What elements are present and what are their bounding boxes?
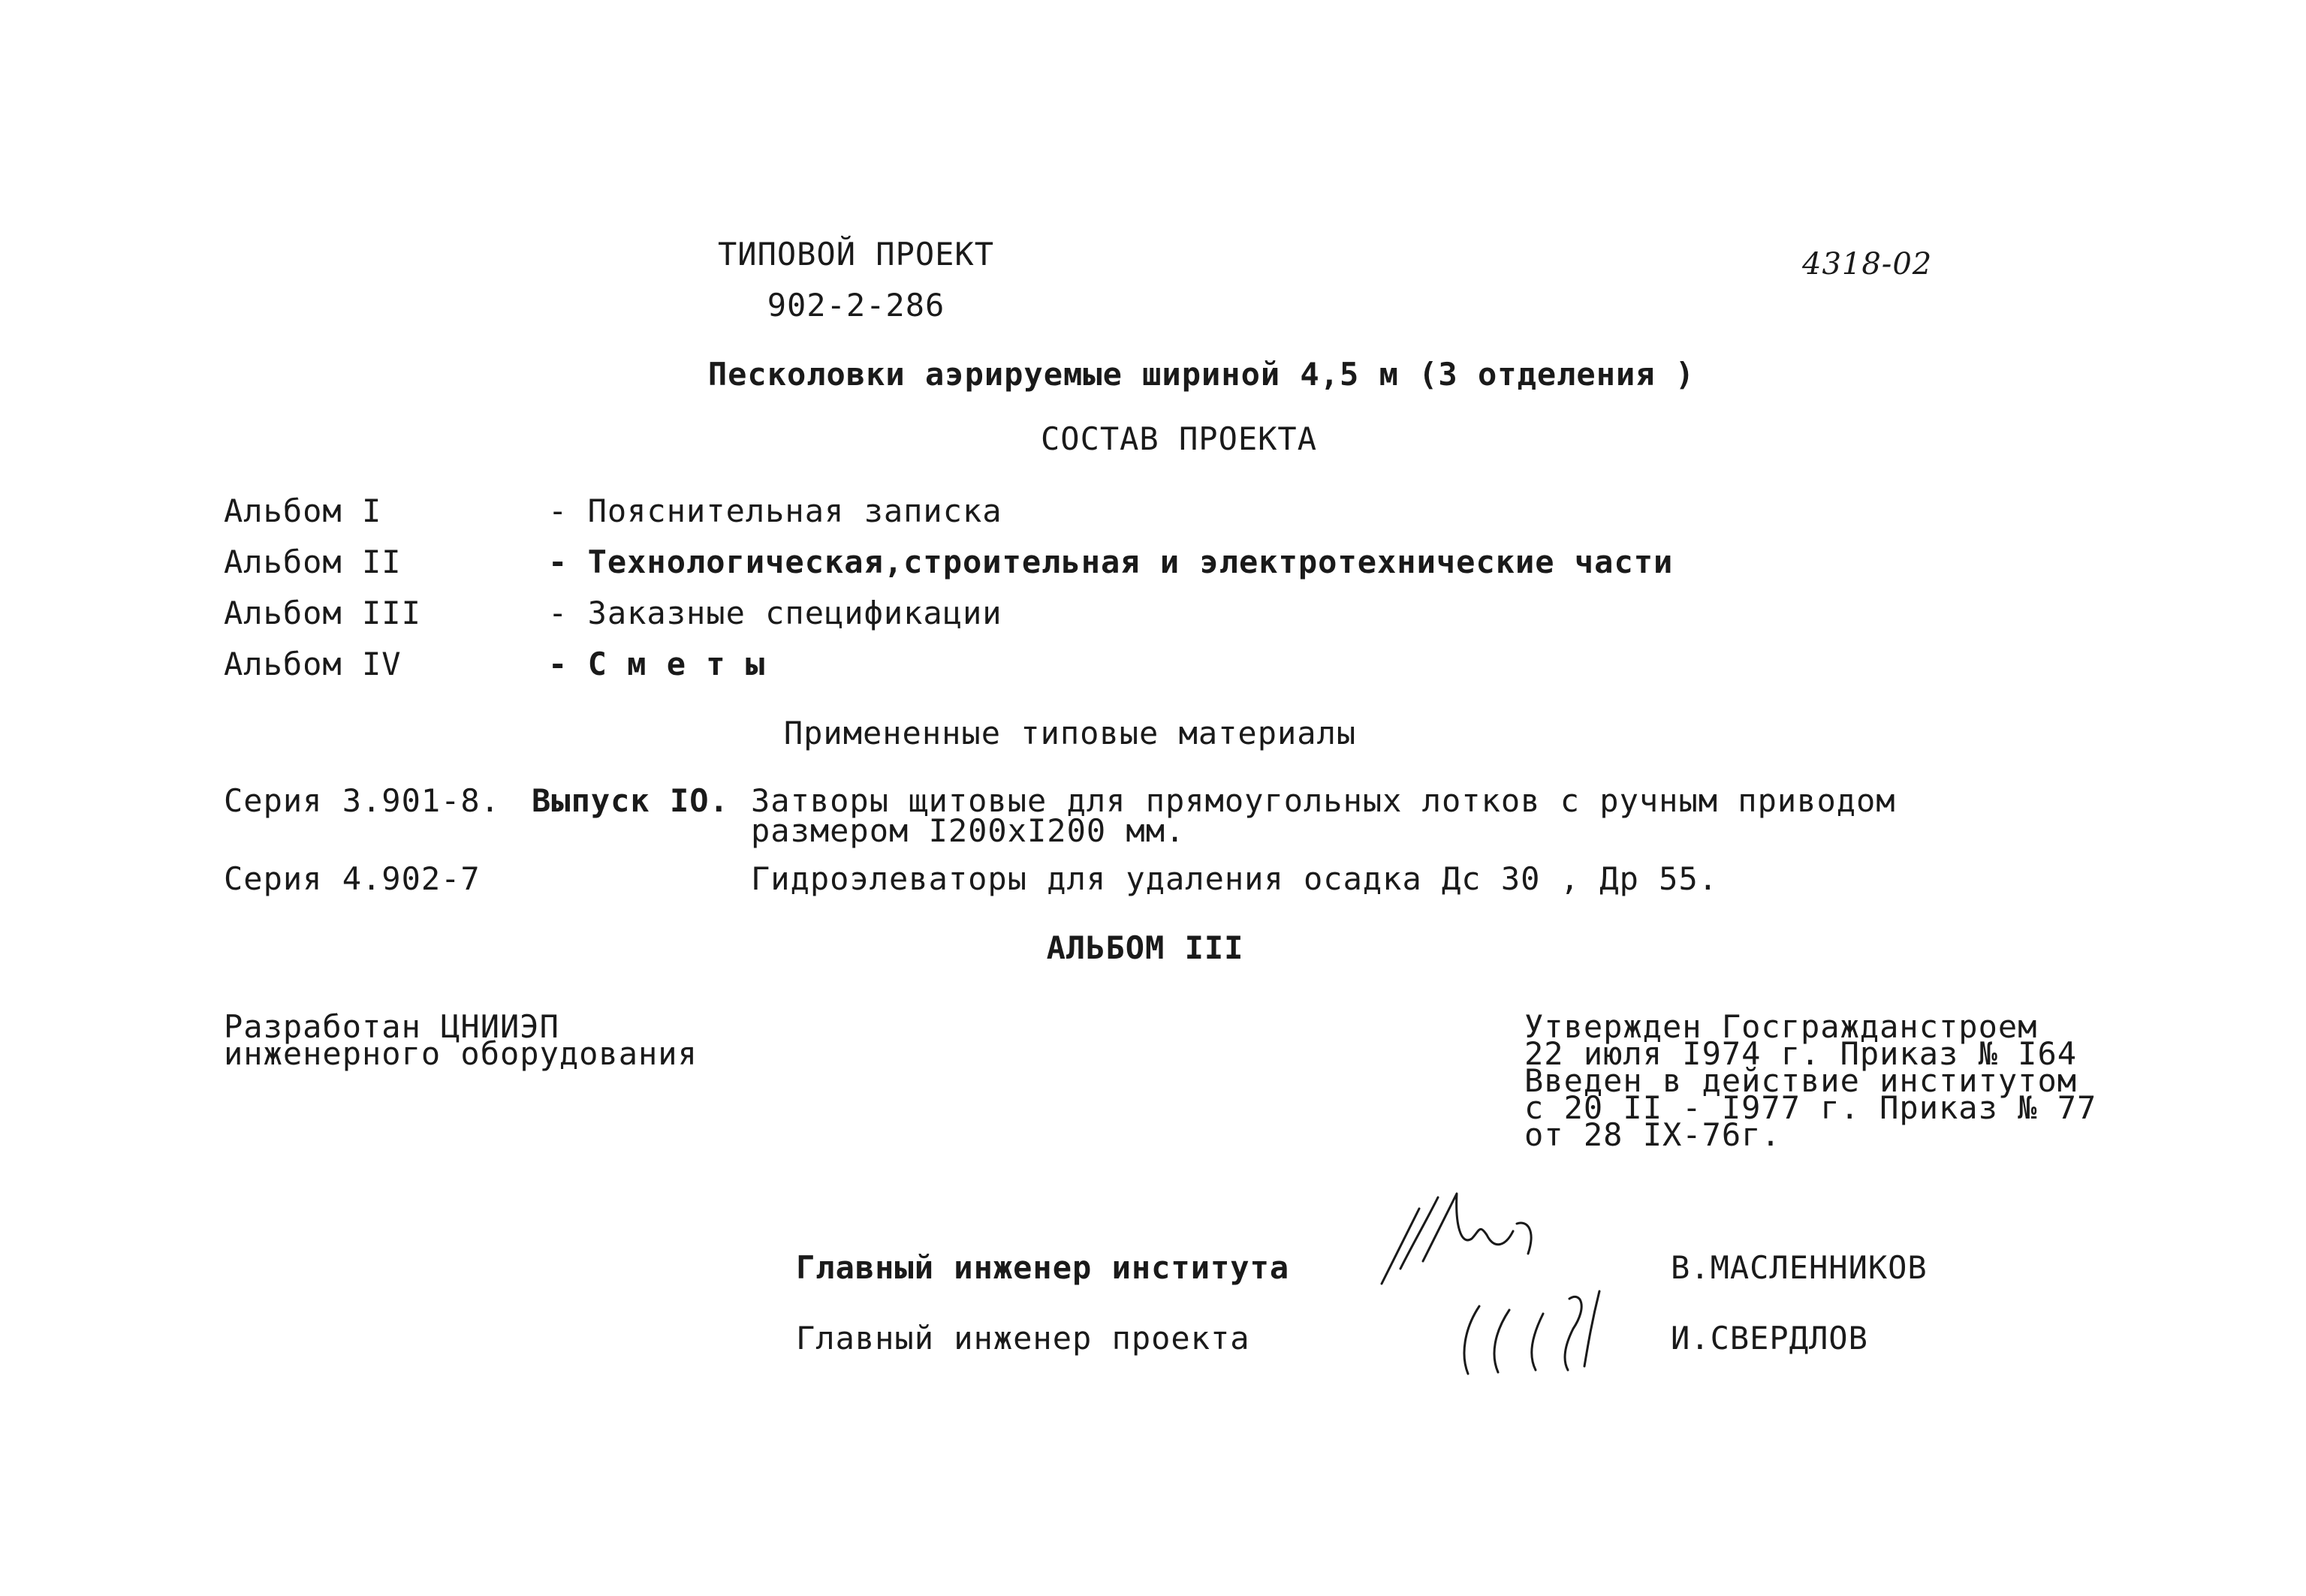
album-label: Альбом II <box>224 544 402 580</box>
approval-line: с 20 II - I977 г. Приказ № 77 <box>1524 1089 2097 1126</box>
material-description-line: Гидроэлеваторы для удаления осадка Дс 30 , Др 55. <box>751 860 1719 897</box>
approval-line: Утвержден Госгражданстроем <box>1524 1008 2038 1045</box>
album-description: - Заказные спецификации <box>548 595 1002 631</box>
corner-archive-code: 4318-02 <box>1802 247 1933 282</box>
material-issue: Выпуск IO. <box>532 782 729 819</box>
approval-line: Введен в действие институтом <box>1524 1062 2078 1099</box>
signatory-role: Главный инженер проекта <box>796 1320 1250 1357</box>
document-number: 902-2-286 <box>767 287 945 324</box>
material-series: Серия 4.902-7 <box>224 860 481 897</box>
material-description-line: размером I200xI200 мм. <box>751 812 1186 849</box>
album-label: Альбом I <box>224 492 382 529</box>
approval-line: 22 июля I974 г. Приказ № I64 <box>1524 1035 2078 1072</box>
album-description: - С м е т ы <box>548 646 766 682</box>
handwritten-signature-2 <box>1449 1284 1644 1381</box>
approval-line: от 28 IX-76г. <box>1524 1116 1781 1153</box>
composition-heading: СОСТАВ ПРОЕКТА <box>1040 420 1318 457</box>
document-type: ТИПОВОЙ ПРОЕКТ <box>717 236 995 273</box>
handwritten-signature-1 <box>1367 1179 1562 1291</box>
material-description-line: Затворы щитовые для прямоугольных лотков с ручным приводом <box>751 782 1896 819</box>
album-description: - Пояснительная записка <box>548 492 1002 529</box>
materials-heading: Примененные типовые материалы <box>783 715 1357 751</box>
signatory-role: Главный инженер института <box>796 1249 1290 1286</box>
album-description: - Технологическая,строительная и электротехнические части <box>548 544 1674 580</box>
album-number-label: АЛЬБОМ III <box>1046 929 1244 966</box>
developer-line: инженерного оборудования <box>224 1035 698 1072</box>
album-label: Альбом IV <box>224 646 402 682</box>
project-title: Песколовки аэрируемые шириной 4,5 м (3 отделения ) <box>707 356 1696 393</box>
signatory-name: В.МАСЛЕННИКОВ <box>1671 1249 1928 1286</box>
signatory-name: И.СВЕРДЛОВ <box>1671 1320 1868 1357</box>
material-series: Серия 3.901-8. <box>224 782 501 819</box>
developer-line: Разработан ЦНИИЭП <box>224 1008 559 1045</box>
album-label: Альбом III <box>224 595 421 631</box>
